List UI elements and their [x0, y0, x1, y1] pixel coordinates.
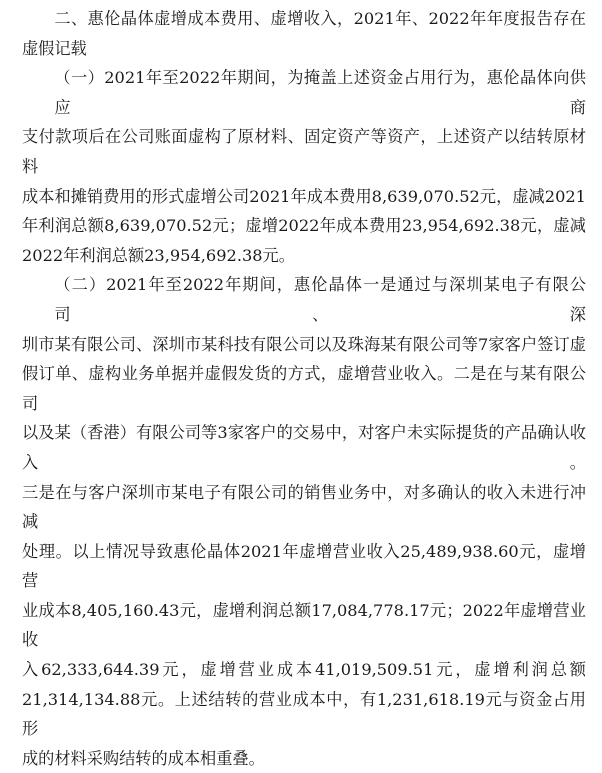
paragraph-line: 圳市某有限公司、深圳市某科技有限公司以及珠海某有限公司等7家客户签订虚: [22, 334, 586, 354]
paragraph-line: 成的材料采购结转的成本相重叠。: [22, 748, 265, 768]
paragraph-line: 业成本8,405,160.43元，虚增利润总额17,084,778.17元；2022年虚增营业收: [22, 600, 586, 650]
paragraph-2: [22, 270, 586, 773]
paragraph-line: 入62,333,644.39元，虚增营业成本41,019,509.51元，虚增利润总额: [22, 660, 586, 680]
paragraph-line: 处理。以上情况导致惠伦晶体2021年虚增营业收入25,489,938.60元，虚增营: [22, 541, 586, 591]
paragraph-line: 支付款项后在公司账面虚构了原材料、固定资产等资产，上述资产以结转原材料: [22, 127, 586, 176]
paragraph-line: 三是在与客户深圳市某电子有限公司的销售业务中，对多确认的收入未进行冲减: [22, 482, 586, 532]
paragraph-line: （一）2021年至2022年期间，为掩盖上述资金占用行为，惠伦晶体向供应商: [54, 68, 586, 117]
paragraph-1: [22, 63, 586, 270]
paragraph-line: （二）2021年至2022年期间，惠伦晶体一是通过与深圳某电子有限公司、深: [54, 275, 586, 324]
paragraph-line: 以及某（香港）有限公司等3家客户的交易中，对客户未实际提货的产品确认收入。: [22, 423, 586, 472]
paragraph-line: 年利润总额8,639,070.52元；虚增2022年成本费用23,954,692.38元，虚减: [22, 216, 586, 236]
paragraph-line: 成本和摊销费用的形式虚增公司2021年成本费用8,639,070.52元，虚减2021: [22, 186, 586, 206]
document-body: [22, 4, 586, 773]
section-heading-text: 二、惠伦晶体虚增成本费用、虚增收入，2021年、2022年年度报告存在虚假记载: [22, 9, 586, 58]
paragraph-line: 2022年利润总额23,954,692.38元。: [22, 245, 295, 265]
section-heading: [22, 4, 586, 63]
paragraph-line: 假订单、虚构业务单据并虚假发货的方式，虚增营业收入。二是在与某有限公司: [22, 364, 586, 413]
paragraph-line: 21,314,134.88元。上述结转的营业成本中，有1,231,618.19元与资金占用形: [22, 689, 586, 739]
